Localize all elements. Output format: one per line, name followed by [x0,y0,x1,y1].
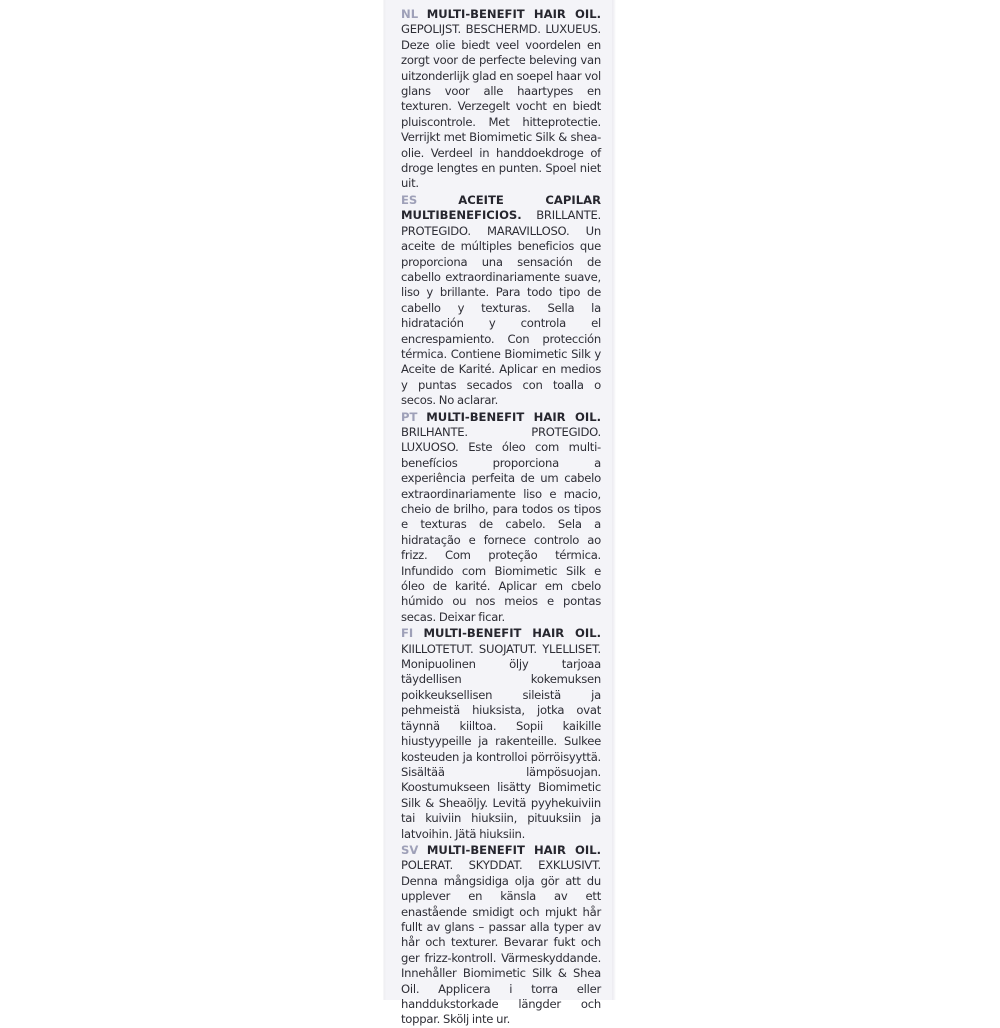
language-code: SV [401,842,419,857]
section-pt [401,410,601,626]
background-left [0,0,386,1000]
product-headline: MULTI-BENEFIT HAIR OIL. [426,7,601,21]
language-code: FI [401,626,414,641]
product-headline: MULTI-BENEFIT HAIR OIL. [423,626,601,641]
product-headline: MULTI-BENEFIT HAIR OIL. [426,409,601,424]
language-code: ES [401,192,418,207]
language-code: PT [401,409,418,424]
section-body: BRILLANTE. PROTEGIDO. MARAVILLOSO. Un aceite de múltiples beneficios que proporciona una sensación de cabello extraordinariamente suave, liso y brillante. Para todo tipo de cabello y texturas. Sella la hidratación y controla el encrespamiento. Con protección térmica. Contiene Biomimetic Silk y Aceite de Karité. Aplicar en medios y puntas secados con toalla o secos. No aclarar. [401,208,601,408]
section-nl [401,7,601,192]
section-text [401,843,601,1028]
section-body: GEPOLIJST. BESCHERMD. LUXUEUS. Deze olie biedt veel voordelen en zorgt voor de perfecte beleving van uitzonderlijk glad en soepel haar vol glans voor alle haartypes en texturen. Verzegelt vocht en biedt pluiscontrole. Met hitteprotectie. Verrijkt met Biomimetic Silk & shea-olie. Verdeel in handdoekdroge of droge lengtes en punten. Spoel niet uit. [401,22,601,191]
product-headline: MULTI-BENEFIT HAIR OIL. [426,842,601,857]
section-es [401,193,601,409]
section-sv [401,843,601,1028]
language-code: NL [401,7,419,21]
section-text [401,193,601,409]
background-right [612,0,1000,1000]
section-body: KIILLOTETUT. SUOJATUT. YLELLISET. Monipuolinen öljy tarjoaa täydellisen kokemuksen poikkeuksellisen sileistä ja pehmeistä hiuksista, jotka ovat täynnä kiiltoa. Sopii kaikille hiustyypeille ja rakenteille. Sulkee kosteuden ja kontrolloi pörröisyyttä. Sisältää lämpösuojan. Koostumukseen lisätty Biomimetic Silk & Sheaöljy. Levitä pyyhekuiviin tai kuiviin hiuksiin, pituuksiin ja latvoihin. Jätä hiuksiin. [401,641,601,841]
packaging-text-strip [386,0,612,1027]
section-body: BRILHANTE. PROTEGIDO. LUXUOSO. Este óleo com multi-benefícios proporciona a experiência perfeita de um cabelo extraordinariamente liso e macio, cheio de brilho, para todos os tipos e texturas de cabelo. Sela a hidratação e fornece controlo ao frizz. Com proteção térmica. Infundido com Biomimetic Silk e óleo de karité. Aplicar em cbelo húmido ou nos meios e pontas secas. Deixar ficar. [401,424,601,624]
product-headline: ACEITE CAPILAR MULTIBENEFICIOS. [401,192,601,223]
section-fi [401,626,601,842]
section-text [401,7,601,192]
section-text [401,626,601,842]
section-text [401,410,601,626]
section-body: POLERAT. SKYDDAT. EXKLUSIVT. Denna mångsidiga olja gör att du upplever en känsla av ett enastående smidigt och mjukt hår fullt av glans – passar alla typer av hår och texturer. Bevarar fukt och ger frizz-kontroll. Värmeskyddande. Innehåller Biomimetic Silk & Shea Oil. Applicera i torra eller handdukstorkade längder och toppar. Skölj inte ur. [401,858,601,1027]
